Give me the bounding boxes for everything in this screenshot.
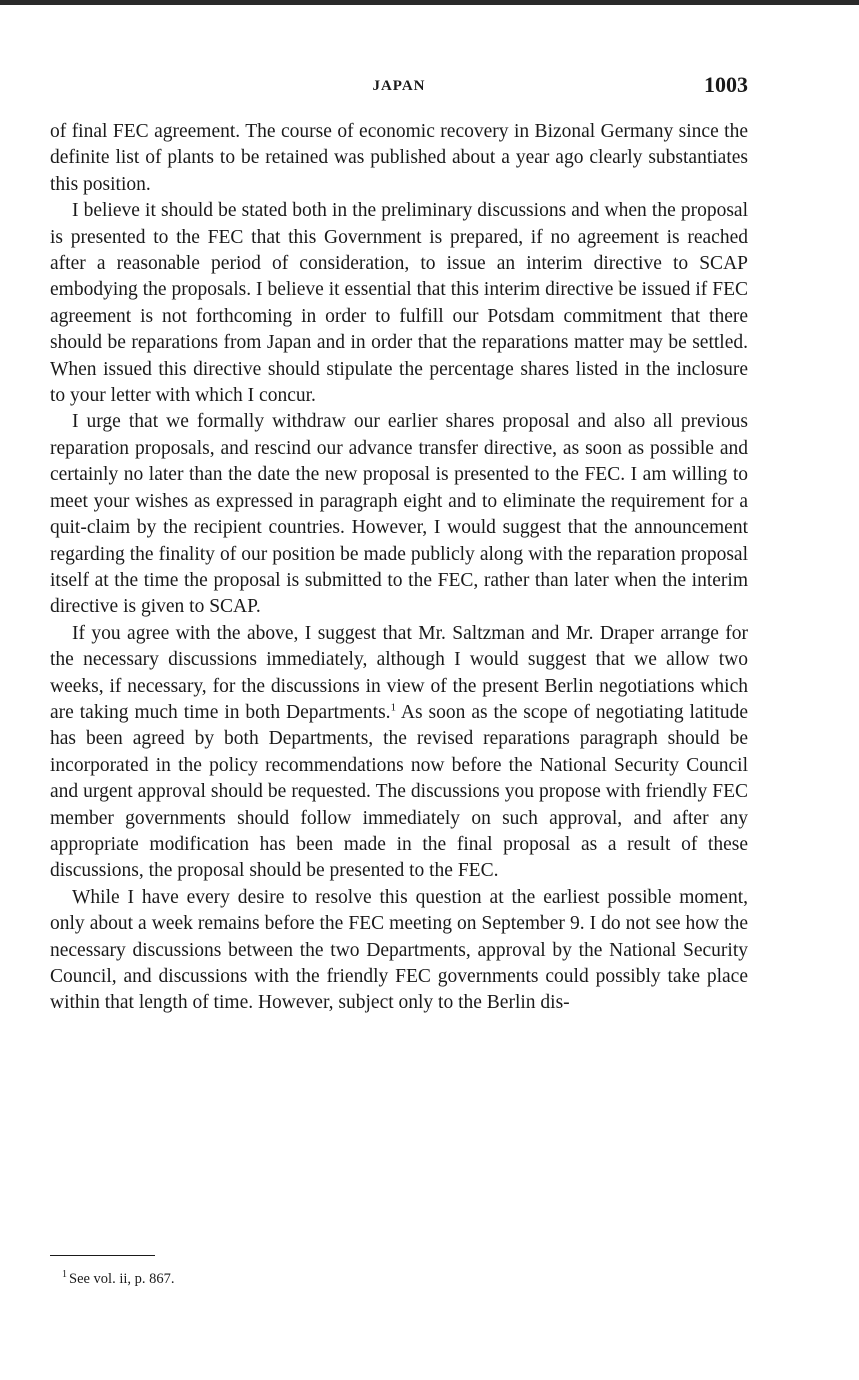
running-title: JAPAN — [372, 78, 426, 94]
top-border-rule — [0, 0, 859, 5]
footnote-text: See vol. ii, p. 867. — [69, 1271, 175, 1287]
body-text — [50, 119, 748, 1017]
footnote — [62, 1270, 175, 1288]
paragraph-5-text: While I have every desire to resolve this question at the earliest possible moment, only about a week remains before the FEC meeting on September 9. I do not see how the necessary discussions between the two Departments, approval by the National Security Council, and discussions with the friendly FEC governments could possibly take place within that length of time. However, subject only to the Berlin dis- — [50, 886, 748, 1014]
paragraph-4-text-after-note: As soon as the scope of negotiating latitude has been agreed by both Departments, the revised reparations paragraph should be incorporated in the policy recommendations now before the National Security Council and urgent approval should be requested. The discussions you propose with friendly FEC member governments should follow immediately on such approval, and after any appropriate modification has been made in the final proposal as a result of these discussions, the proposal should be presented to the FEC. — [50, 701, 748, 882]
paragraph-4-text-before-note: If you agree with the above, I suggest that Mr. Saltzman and Mr. Draper arrange for the necessary discussions immediately, although I would suggest that we allow two weeks, if necessary, for the discussions in view of the present Berlin negotiations which are taking much time in both Departments. — [50, 622, 748, 723]
paragraph-2-text: I believe it should be stated both in the preliminary discussions and when the proposal is presented to the FEC that this Government is prepared, if no agreement is reached after a reasonable period of consideration, to issue an interim directive to SCAP embodying the proposals. I believe it essential that this interim directive be issued if FEC agreement is not forthcoming in order to fulfill our Potsdam commitment that there should be reparations from Japan and in order that the reparations matter may be settled. When issued this directive should stipulate the percentage shares listed in the inclosure to your letter with which I concur. — [50, 200, 748, 407]
paragraph-4 — [50, 621, 748, 885]
paragraph-5 — [50, 885, 748, 1017]
paragraph-2 — [50, 198, 748, 409]
paragraph-3-text: I urge that we formally withdraw our earlier shares proposal and also all previous reparation proposals, and rescind our advance transfer directive, as soon as possible and certainly no later than the date the new proposal is presented to the FEC. I am willing to meet your wishes as expressed in paragraph eight and to eliminate the requirement for a quit-claim by the recipient countries. However, I would suggest that the announcement regarding the finality of our position be made publicly along with the reparation proposal itself at the time the proposal is submitted to the FEC, rather than later when the interim directive is given to SCAP. — [50, 411, 748, 618]
running-head — [50, 72, 748, 104]
paragraph-1 — [50, 119, 748, 198]
footnote-reference: 1 — [390, 701, 397, 714]
paragraph-1-text: of final FEC agreement. The course of economic recovery in Bizonal Germany since the definite list of plants to be retained was published about a year ago clearly substantiates this position. — [50, 121, 748, 195]
page-number: 1003 — [704, 72, 748, 97]
footnote-divider — [50, 1255, 155, 1256]
paragraph-3 — [50, 409, 748, 620]
footnote-marker: 1 — [62, 1269, 67, 1281]
